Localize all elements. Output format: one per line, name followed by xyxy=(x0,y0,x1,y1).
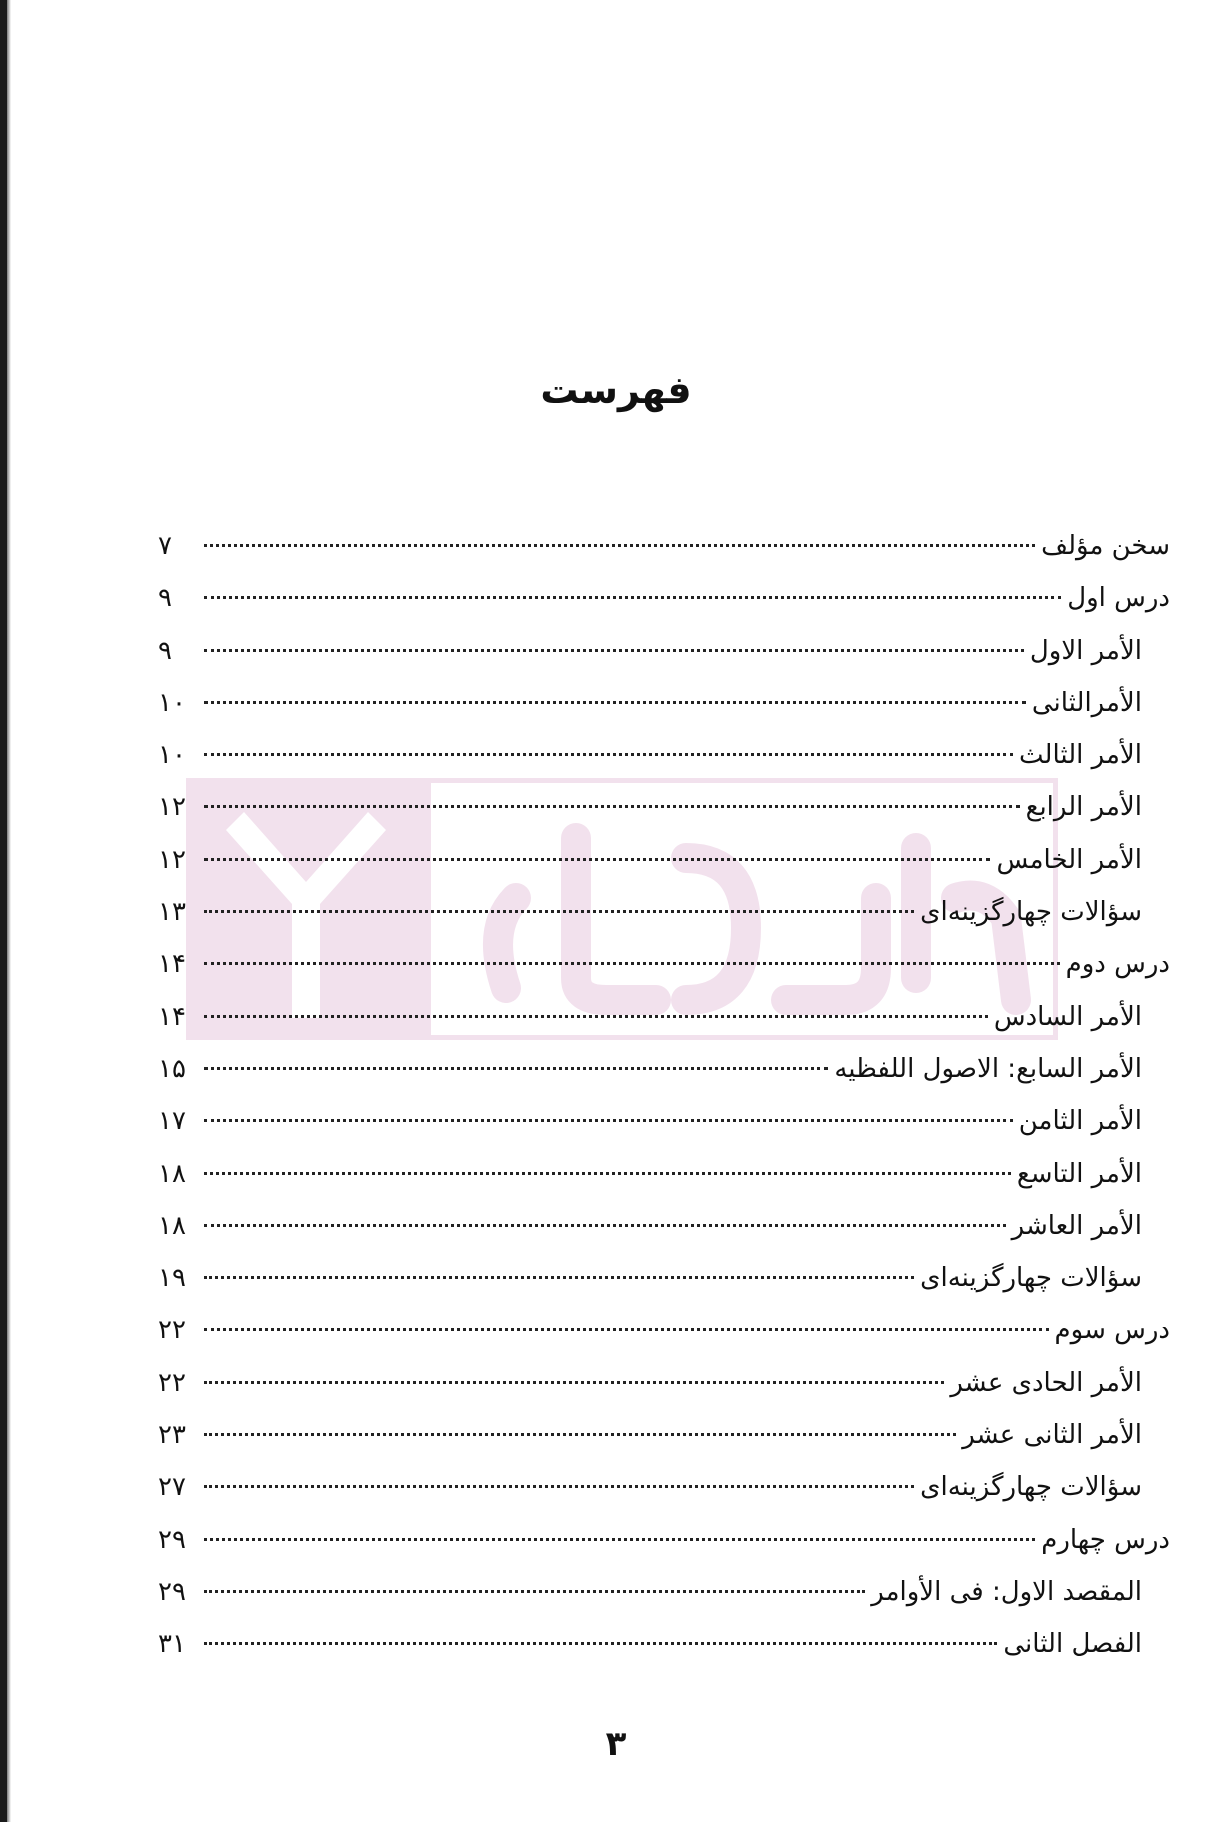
toc-entry-page: ۳۱ xyxy=(158,1629,186,1660)
toc-entry xyxy=(158,991,1170,1043)
dot-leader xyxy=(204,649,1024,652)
toc-entry-page: ۲۲ xyxy=(158,1367,186,1398)
toc-entry-title: الأمرالثانی xyxy=(1031,687,1142,718)
toc-entry xyxy=(158,1095,1170,1147)
toc-entry-title: درس دوم xyxy=(1065,949,1170,980)
toc-entry-title: الأمر السادس xyxy=(993,1001,1142,1032)
dot-leader xyxy=(204,1067,828,1070)
toc-entry xyxy=(158,781,1170,833)
toc-entry-page: ۱۸ xyxy=(158,1158,186,1189)
toc-entry-page: ۱۷ xyxy=(158,1106,186,1137)
toc-entry xyxy=(158,1618,1170,1670)
toc-entry xyxy=(158,572,1170,624)
toc-entry xyxy=(158,1409,1170,1461)
toc-entry-title: الأمر الاول xyxy=(1029,635,1142,666)
dot-leader xyxy=(204,1172,1011,1175)
toc-entry xyxy=(158,625,1170,677)
toc-entry-page: ۱۴ xyxy=(158,949,186,980)
toc-entry-title: الأمر التاسع xyxy=(1016,1158,1142,1189)
toc-entry-title: الأمر الرابع xyxy=(1025,792,1142,823)
toc-entry-page: ۱۴ xyxy=(158,1001,186,1032)
dot-leader xyxy=(204,596,1061,599)
toc-entry-title: الأمر العاشر xyxy=(1011,1210,1142,1241)
toc-entry-page: ۱۰ xyxy=(158,740,186,771)
dot-leader xyxy=(204,1538,1035,1541)
table-of-contents xyxy=(158,520,1170,1671)
toc-entry-page: ۲۷ xyxy=(158,1472,186,1503)
toc-entry-title: الأمر الثالث xyxy=(1019,740,1142,771)
toc-entry-title: الأمر السابع: الاصول اللفظیه xyxy=(834,1053,1142,1084)
dot-leader xyxy=(204,701,1026,704)
toc-entry-page: ۱۲ xyxy=(158,844,186,875)
toc-entry-title: المقصد الاول: فی الأوامر xyxy=(871,1576,1142,1607)
page-binding-shadow xyxy=(7,0,11,1822)
toc-entry xyxy=(158,729,1170,781)
toc-entry-page: ۲۳ xyxy=(158,1420,186,1451)
toc-entry xyxy=(158,1148,1170,1200)
dot-leader xyxy=(204,1015,988,1018)
toc-entry-title: الأمر الخامس xyxy=(996,844,1142,875)
toc-entry xyxy=(158,677,1170,729)
page-title: فهرست xyxy=(540,368,692,412)
toc-entry-page: ۲۹ xyxy=(158,1576,186,1607)
toc-entry-page: ۱۹ xyxy=(158,1263,186,1294)
toc-entry xyxy=(158,938,1170,990)
toc-entry xyxy=(158,1514,1170,1566)
dot-leader xyxy=(204,1276,914,1279)
toc-entry-page: ۲۹ xyxy=(158,1524,186,1555)
dot-leader xyxy=(204,1328,1049,1331)
toc-entry-page: ۹ xyxy=(158,583,172,614)
toc-entry-page: ۱۲ xyxy=(158,792,186,823)
toc-entry-title: سؤالات چهارگزینه‌ای xyxy=(920,897,1142,928)
toc-entry xyxy=(158,520,1170,572)
dot-leader xyxy=(204,1381,944,1384)
dot-leader xyxy=(204,1433,956,1436)
toc-entry-page: ۱۵ xyxy=(158,1053,186,1084)
toc-entry xyxy=(158,1461,1170,1513)
dot-leader xyxy=(204,1485,914,1488)
toc-entry-title: درس سوم xyxy=(1054,1315,1170,1346)
toc-entry-page: ۹ xyxy=(158,635,172,666)
toc-entry-title: الفصل الثانی xyxy=(1003,1629,1142,1660)
toc-entry-page: ۲۲ xyxy=(158,1315,186,1346)
toc-entry-title: درس اول xyxy=(1067,583,1170,614)
toc-entry xyxy=(158,886,1170,938)
dot-leader xyxy=(204,1119,1013,1122)
dot-leader xyxy=(204,1590,865,1593)
toc-entry-title: درس چهارم xyxy=(1041,1524,1170,1555)
toc-entry-page: ۱۳ xyxy=(158,897,186,928)
dot-leader xyxy=(204,544,1035,547)
toc-entry xyxy=(158,1304,1170,1356)
toc-entry-title: الأمر الثامن xyxy=(1018,1106,1142,1137)
toc-entry-title: الأمر الثانی عشر xyxy=(962,1420,1142,1451)
toc-entry-title: سؤالات چهارگزینه‌ای xyxy=(920,1472,1142,1503)
dot-leader xyxy=(204,805,1020,808)
toc-entry-page: ۱۰ xyxy=(158,687,186,718)
dot-leader xyxy=(204,1642,997,1645)
dot-leader xyxy=(204,962,1060,965)
dot-leader xyxy=(204,1224,1006,1227)
toc-entry-title: سؤالات چهارگزینه‌ای xyxy=(920,1263,1142,1294)
dot-leader xyxy=(204,910,914,913)
toc-entry xyxy=(158,1252,1170,1304)
toc-entry-title: الأمر الحادی عشر xyxy=(950,1367,1142,1398)
toc-entry xyxy=(158,1043,1170,1095)
toc-entry xyxy=(158,1357,1170,1409)
toc-entry xyxy=(158,1566,1170,1618)
toc-entry-title: سخن مؤلف xyxy=(1041,531,1170,561)
page-number: ۳ xyxy=(605,1724,627,1764)
toc-entry xyxy=(158,1200,1170,1252)
toc-entry-page: ۱۸ xyxy=(158,1210,186,1241)
page-binding-edge xyxy=(0,0,7,1822)
dot-leader xyxy=(204,753,1013,756)
toc-entry-page: ۷ xyxy=(158,531,172,561)
toc-entry xyxy=(158,834,1170,886)
dot-leader xyxy=(204,858,990,861)
